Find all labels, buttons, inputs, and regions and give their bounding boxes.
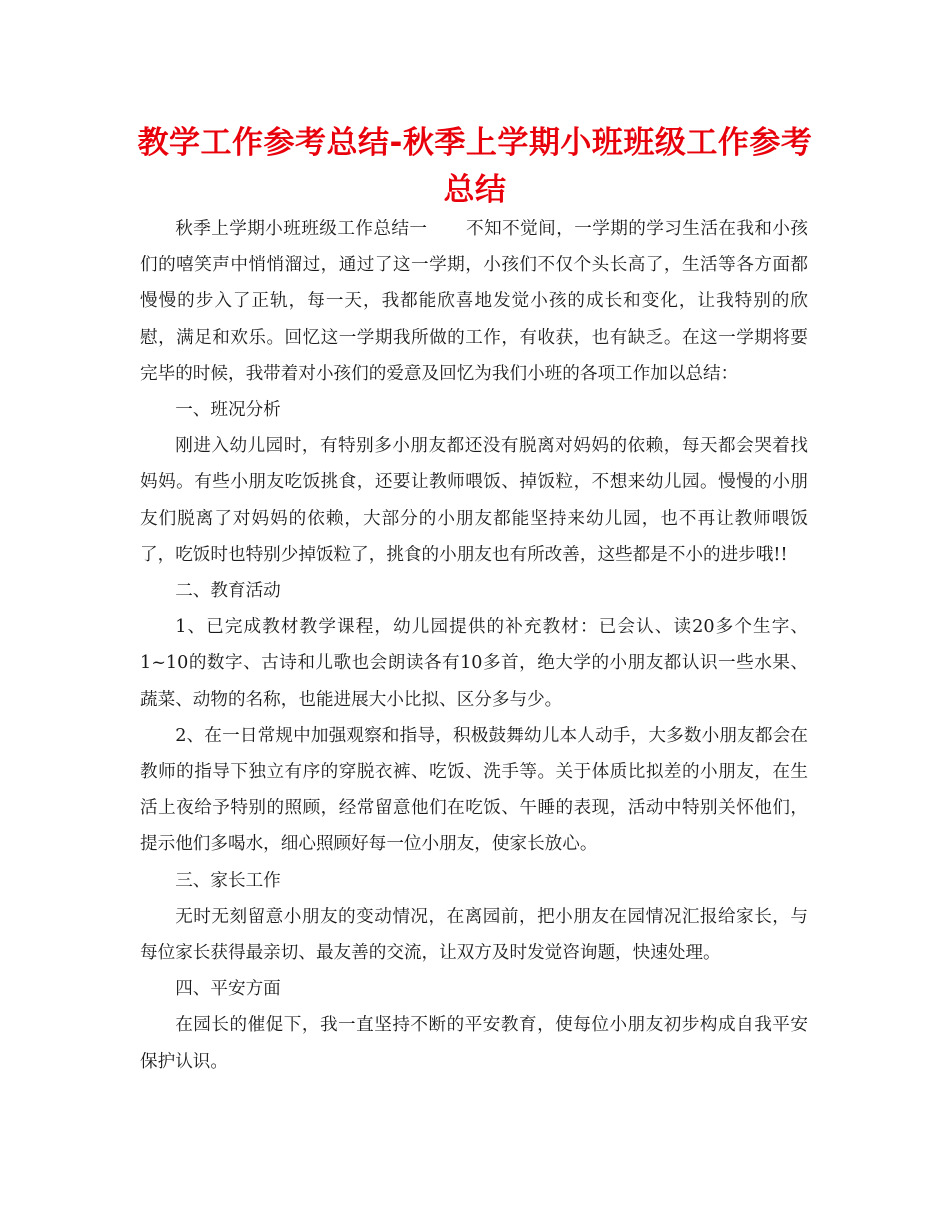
section-heading: 三、家长工作 <box>175 870 281 891</box>
document-title: 教学工作参考总结-秋季上学期小班班级工作参考总结 <box>137 125 813 208</box>
section-paragraph: 刚进入幼儿园时，有特别多小朋友都还没有脱离对妈妈的依赖，每天都会哭着找妈妈。有些小朋友吃饭挑食，还要让教师喂饭、掉饭粒，不想来幼儿园。慢慢的小朋友们脱离了对妈妈的依赖，大部分的小朋友都能坚持来幼儿园，也不再让教师喂饭了，吃饭时也特别少掉饭粒了，挑食的小朋友也有所改善，这些都是不小的进步哦!! <box>140 436 808 565</box>
section-paragraph: 无时无刻留意小朋友的变动情况，在离园前，把小朋友在园情况汇报给家长，与每位家长获得最亲切、最友善的交流，让双方及时发觉咨询题，快速处理。 <box>140 906 808 964</box>
section-paragraph: 1、已完成教材教学课程，幼儿园提供的补充教材：已会认、读20多个生字、1~10的数字、古诗和儿歌也会朗读各有10多首，绝大学的小朋友都认识一些水果、蔬菜、动物的名称，也能进展大小比拟、区分多与少。 <box>140 617 808 710</box>
document-body <box>140 211 808 1080</box>
section-paragraph: 在园长的催促下，我一直坚持不断的平安教育，使每位小朋友初步构成自我平安保护认识。 <box>140 1015 808 1072</box>
section-heading: 一、班况分析 <box>175 400 281 421</box>
intro-text: 不知不觉间，一学期的学习生活在我和小孩们的嘻笑声中悄悄溜过，通过了这一学期，小孩们不仅个头长高了，生活等各方面都慢慢的步入了正轨，每一天，我都能欣喜地发觉小孩的成长和变化，让我特别的欣慰，满足和欢乐。回忆这一学期我所做的工作，有收获，也有缺乏。在这一学期将要完毕的时候，我带着对小孩们的爱意及回忆为我们小班的各项工作加以总结： <box>140 219 808 384</box>
intro-heading: 秋季上学期小班班级工作总结一 <box>175 219 428 239</box>
intro-paragraph <box>140 211 808 392</box>
section-paragraph: 2、在一日常规中加强观察和指导，积极鼓舞幼儿本人动手，大多数小朋友都会在教师的指导下独立有序的穿脱衣裤、吃饭、洗手等。关于体质比拟差的小朋友，在生活上夜给予特别的照顾，经常留意他们在吃饭、午睡的表现，活动中特别关怀他们，提示他们多喝水，细心照顾好每一位小朋友，使家长放心。 <box>140 725 808 855</box>
section-heading: 四、平安方面 <box>175 979 281 1000</box>
section-heading: 二、教育活动 <box>175 581 281 602</box>
